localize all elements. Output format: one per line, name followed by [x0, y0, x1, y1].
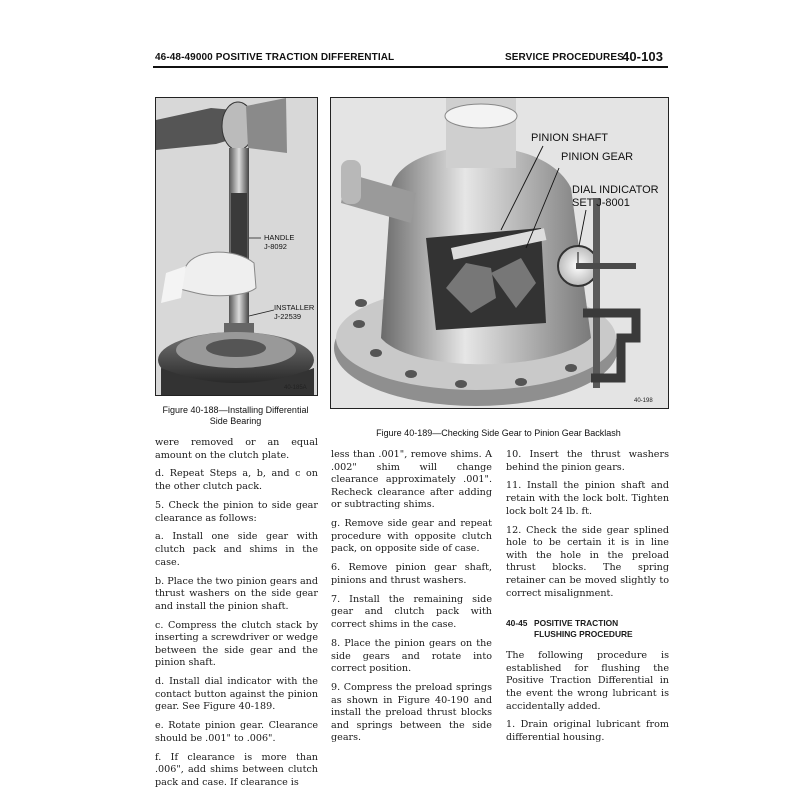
photo-code-40-185a: 40-185A [284, 385, 307, 391]
paragraph: 8. Place the pinion gears on the side gears and rotate into correct position. [331, 637, 492, 675]
photo-code-40-198: 40-198 [634, 398, 653, 404]
paragraph: The following procedure is established for flushing the Positive Traction Differential in the event the wrong lubricant is accidentally added. [506, 650, 669, 712]
text-column-1 [155, 437, 318, 796]
callout-dial-indicator: DIAL INDICATOR [572, 184, 659, 196]
paragraph: f. If clearance is more than .006", add shims between clutch pack and case. If clearance is [155, 751, 318, 789]
section-title-line-1: POSITIVE TRACTION [534, 618, 619, 629]
figure-40-188-caption [155, 405, 316, 427]
section-heading [506, 618, 669, 640]
paragraph: 7. Install the remaining side gear and clutch pack with correct shims in the case. [331, 593, 492, 631]
figure-40-189-photo [330, 97, 669, 409]
paragraph: a. Install one side gear with clutch pack and shims in the case. [155, 531, 318, 568]
checking-backlash-illustration [331, 98, 668, 408]
paragraph: 9. Compress the preload springs as shown in Figure 40-190 and install the preload thrust blocks and springs between the side gears. [331, 681, 492, 744]
running-header-section: SERVICE PROCEDURES [505, 52, 624, 63]
figure-40-189-caption: Figure 40-189—Checking Side Gear to Pinion Gear Backlash [376, 428, 621, 438]
caption-line-2: Side Bearing [209, 416, 262, 426]
paragraph: 11. Install the pinion shaft and retain with the lock bolt. Tighten lock bolt 24 lb. ft. [506, 480, 669, 517]
callout-installer: INSTALLER [274, 303, 315, 312]
paragraph: b. Place the two pinion gears and thrust washers on the side gear and install the pinion shaft. [155, 575, 318, 612]
callout-handle-part: J-8092 [264, 242, 287, 251]
callout-dial-indicator-set: SET J-8001 [572, 197, 630, 209]
callout-pinion-gear: PINION GEAR [561, 151, 634, 163]
figure-40-188-photo [155, 97, 318, 396]
page-number: 40-103 [622, 49, 664, 64]
paragraph: less than .001", remove shims. A .002" shim will change clearance approximately .001". Recheck clearance after adding or subtracting shims. [331, 449, 492, 511]
paragraph: e. Rotate pinion gear. Clearance should be .001" to .006". [155, 720, 318, 744]
callout-handle: HANDLE [264, 233, 295, 242]
paragraph: 1. Drain original lubricant from differential housing. [506, 719, 669, 743]
installing-side-bearing-illustration [156, 98, 317, 395]
paragraph: 5. Check the pinion to side gear clearance as follows: [155, 499, 318, 524]
caption-line-1: Figure 40-188—Installing Differential [162, 405, 309, 415]
callout-pinion-shaft: PINION SHAFT [531, 132, 609, 144]
paragraph: d. Install dial indicator with the contact button against the pinion gear. See Figure 40-189. [155, 676, 318, 713]
paragraph: 6. Remove pinion gear shaft, pinions and thrust washers. [331, 562, 492, 586]
text-column-2 [331, 449, 492, 751]
running-header-title: 46-48-49000 POSITIVE TRACTION DIFFERENTIAL [155, 52, 395, 63]
header-rule [153, 66, 668, 68]
paragraph: c. Compress the clutch stack by inserting a screwdriver or wedge between the side gear and the pinion shaft. [155, 619, 318, 669]
paragraph: g. Remove side gear and repeat procedure with opposite clutch pack, on opposite side of case. [331, 518, 492, 555]
section-title-line-2: FLUSHING PROCEDURE [534, 629, 633, 640]
paragraph: d. Repeat Steps a, b, and c on the other clutch pack. [155, 468, 318, 493]
section-number: 40-45 [506, 618, 528, 629]
text-column-3 [506, 449, 669, 751]
callout-installer-part: J-22539 [274, 312, 302, 321]
paragraph: were removed or an equal amount on the clutch plate. [155, 437, 318, 461]
paragraph: 10. Insert the thrust washers behind the pinion gears. [506, 449, 669, 473]
paragraph: 12. Check the side gear splined hole to be certain it is in line with the hole in the preload thrust blocks. The spring retainer can be moved slightly to correct misalignment. [506, 524, 669, 599]
